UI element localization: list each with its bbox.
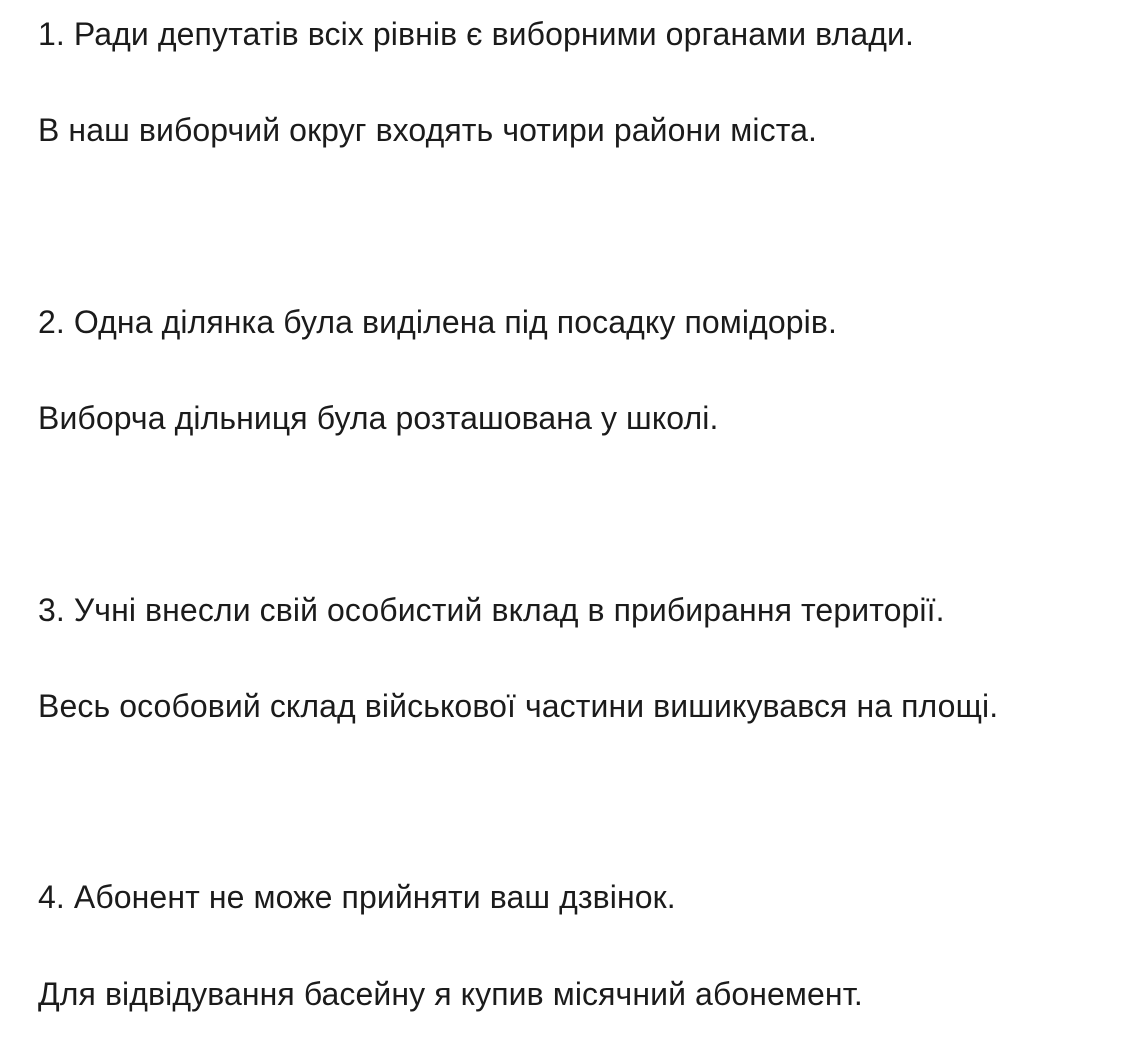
item-1-sentence-a: 1. Ради депутатів всіх рівнів є виборними органами влади. bbox=[38, 16, 914, 52]
item-2-sentence-a: 2. Одна ділянка була виділена під посадку помідорів. bbox=[38, 304, 837, 340]
item-1-sentence-b: В наш виборчий округ входять чотири райони міста. bbox=[38, 112, 817, 148]
item-4-sentence-a: 4. Абонент не може прийняти ваш дзвінок. bbox=[38, 879, 676, 915]
item-2-sentence-b: Виборча дільниця була розташована у школі. bbox=[38, 400, 719, 436]
item-4-sentence-b: Для відвідування басейну я купив місячний абонемент. bbox=[38, 976, 863, 1012]
item-3-sentence-a: 3. Учні внесли свій особистий вклад в прибирання території. bbox=[38, 592, 945, 628]
item-3-sentence-b: Весь особовий склад військової частини вишикувався на площі. bbox=[38, 688, 999, 724]
